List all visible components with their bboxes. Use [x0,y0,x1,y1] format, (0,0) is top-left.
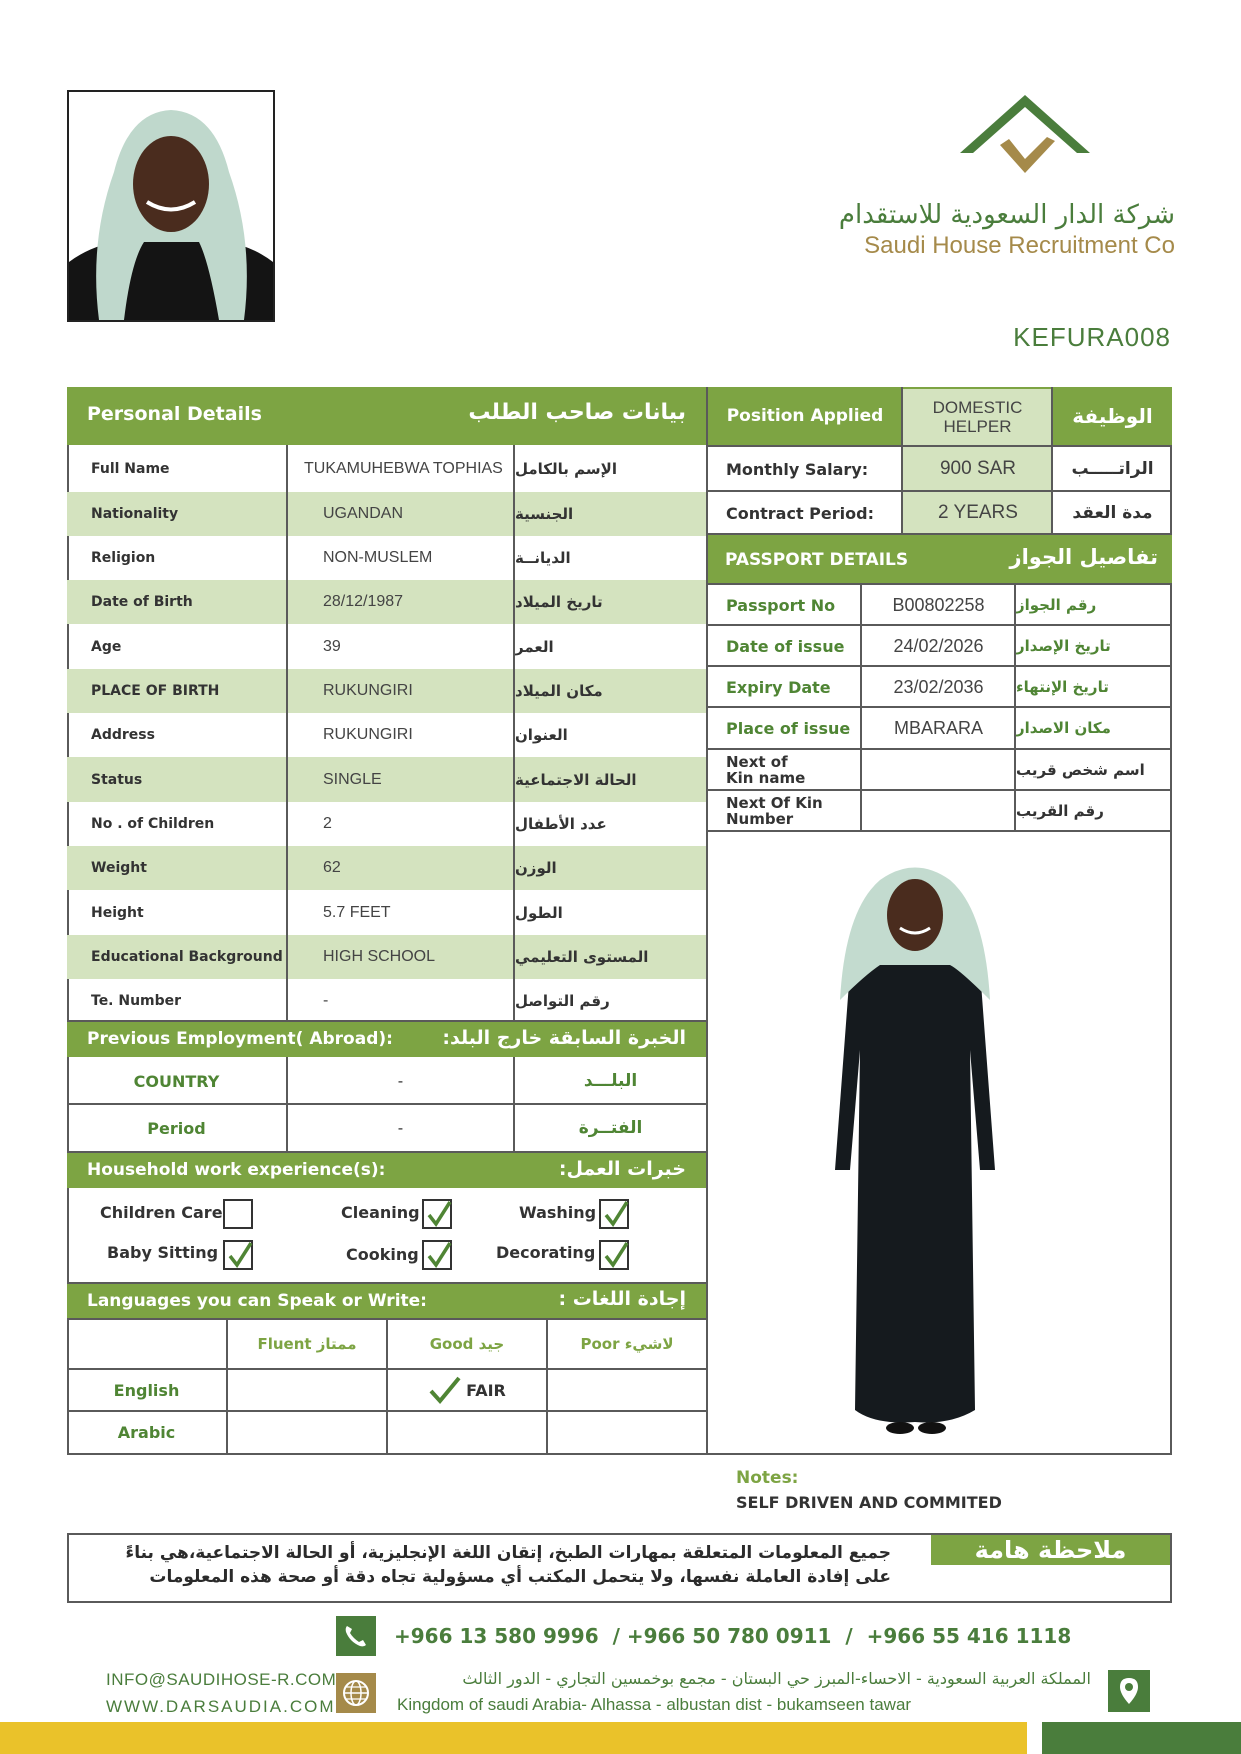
footer-bar-yellow [0,1722,1027,1754]
location-pin-icon [1108,1670,1150,1712]
company-name-ar: شركة الدار السعودية للاستقدام [838,200,1175,230]
divider [708,624,1172,626]
divider [708,789,1172,791]
languages-title-ar: إجادة اللغات : [558,1288,686,1310]
household-header [67,1153,706,1188]
passport-row-label-ar: تاريخ الإنتهاء [1016,678,1109,696]
position-applied-label-ar: الوظيفة [1072,404,1153,428]
next-of-kin-name-label-line2: Kin name [726,769,806,787]
personal-row-value: 62 [323,859,341,876]
notes-label: Notes: [736,1468,799,1488]
personal-row-label-ar: عدد الأطفال [515,815,607,833]
personal-row-label: Religion [91,550,156,566]
personal-row-label: Address [91,727,155,743]
full-body-photo [820,850,1010,1436]
skill-label: Washing [519,1203,597,1222]
personal-details-title-ar: بيانات صاحب الطلب [468,400,686,425]
passport-row-label: Date of issue [726,636,845,656]
divider [67,1103,706,1105]
next-of-kin-number-label-line1: Next Of Kin [726,794,823,812]
divider [901,387,903,534]
passport-row-label: Place of issue [726,718,851,738]
employment-period-label-ar: الفتــرة [578,1118,643,1138]
divider [1014,583,1016,831]
next-of-kin-number-label [708,791,861,831]
personal-row-value: UGANDAN [323,505,404,522]
personal-row-label: Height [91,904,144,921]
personal-row-label-ar: الديانــة [515,549,571,567]
english-level: FAIR [466,1380,506,1400]
passport-row-value: 24/02/2026 [893,635,984,656]
personal-row-label: Date of Birth [91,594,193,610]
skill-label: Cleaning [341,1203,420,1222]
divider [226,1318,228,1455]
phone-icon [336,1616,376,1656]
passport-details-title-ar: تفاصيل الجواز [1009,545,1158,569]
next-of-kin-number-label-ar: رقم القريب [1016,802,1104,820]
personal-row-label: Te. Number [91,992,182,1009]
passport-row-label: Expiry Date [726,677,831,697]
next-of-kin-number-value [862,791,1015,831]
company-logo [955,95,1095,185]
contract-period-value: 2 YEARS [903,492,1053,534]
check-icon [602,1239,630,1269]
personal-row-label: Full Name [91,461,170,477]
check-icon [425,1198,453,1228]
personal-row-label-ar: الجنسية [515,505,574,523]
personal-row-label-ar: الحالة الاجتماعية [515,770,637,789]
reference-code: KEFURA008 [1013,322,1171,352]
next-of-kin-name-label [708,750,861,790]
check-icon [425,1239,453,1269]
divider [860,583,862,831]
passport-photo [67,90,275,322]
contact-email[interactable]: INFO@SAUDIHOSE-R.COM [106,1670,337,1689]
position-applied-value: DOMESTIC HELPER [903,389,1052,445]
personal-row-value: NON-MUSLEM [323,549,433,566]
employment-country-label-ar: البلـــد [583,1071,638,1091]
skill-checkbox[interactable] [599,1199,629,1229]
languages-title-en: Languages you can Speak or Write: [87,1291,427,1311]
personal-row-value: 5.7 FEET [323,903,391,921]
personal-row-label-ar: العمر [515,637,554,656]
passport-row-value: B00802258 [892,594,985,615]
previous-employment-header [67,1022,706,1057]
personal-row-label-ar: الإسم بالكامل [515,460,617,478]
divider [708,445,1172,447]
skill-label: Baby Sitting [107,1243,219,1262]
passport-row-value: MBARARA [893,717,983,738]
skill-checkbox[interactable] [223,1240,253,1270]
monthly-salary-label-ar: الراتـــــب [1071,459,1154,479]
divider [708,706,1172,708]
personal-row-label-ar: المستوى التعليمي [515,948,649,966]
passport-row-label-ar: تاريخ الإصدار [1016,637,1111,655]
contract-period-label-ar: مدة العقد [1072,503,1153,523]
divider [708,748,1172,750]
personal-row-value: TUKAMUHEBWA TOPHIAS [304,460,503,477]
employment-country-value: - [397,1072,404,1090]
skill-checkbox[interactable] [422,1199,452,1229]
personal-row-value: SINGLE [323,770,382,788]
personal-row-value: RUKUNGIRI [323,682,413,699]
personal-row-value: HIGH SCHOOL [323,948,436,965]
personal-details-title-en: Personal Details [87,403,262,425]
divider [708,665,1172,667]
divider [708,583,1172,585]
lang-arabic: Arabic [117,1423,176,1442]
monthly-salary-value: 900 SAR [903,447,1053,491]
passport-details-title-en: PASSPORT DETAILS [725,550,909,570]
skill-label: Cooking [346,1245,419,1264]
skill-checkbox[interactable] [599,1240,629,1270]
divider [286,445,288,1022]
check-icon [428,1375,462,1405]
divider [546,1318,548,1455]
personal-row-value: 2 [323,815,332,832]
personal-row-value: 39 [323,637,341,655]
passport-row-label-ar: مكان الاصدار [1016,719,1111,737]
personal-row-label-ar: الطول [515,903,563,922]
skill-checkbox[interactable] [223,1199,253,1229]
monthly-salary-label: Monthly Salary: [726,459,869,479]
lang-english: English [113,1380,180,1400]
globe-icon [336,1673,376,1713]
next-of-kin-name-value [862,750,1015,790]
position-applied-label: Position Applied [726,406,884,426]
personal-row-value: 28/12/1987 [323,593,404,610]
notes-text: SELF DRIVEN AND COMMITED [736,1493,1002,1512]
contract-period-label: Contract Period: [726,503,874,523]
passport-details-header [708,535,1172,583]
personal-row-label: No . of Children [91,816,215,832]
previous-employment-title-en: Previous Employment( Abroad): [87,1029,393,1049]
personal-row-value: - [323,991,329,1009]
household-title-en: Household work experience(s): [87,1160,386,1180]
divider [706,387,708,1455]
lang-col-good: Good جيد [429,1335,505,1353]
personal-row-label-ar: العنوان [515,726,568,744]
personal-row-label-ar: الوزن [515,859,557,877]
personal-details-header [67,387,706,445]
address-ar: المملكة العربية السعودية - الاحساء-المبرز حي البستان - مجمع بوخمسين التجاري - الدور الثالث [462,1669,1091,1688]
employment-period-label: Period [147,1118,206,1138]
personal-row-label: Weight [91,860,147,876]
personal-row-label: Educational Background [91,949,283,965]
divider [1051,387,1053,534]
skill-label: Children Care [100,1203,223,1222]
household-title-ar: خبرات العمل: [558,1158,686,1180]
personal-row-label: PLACE OF BIRTH [91,683,220,699]
next-of-kin-name-label-line1: Next of [726,753,788,771]
personal-row-label-ar: رقم التواصل [515,991,610,1010]
next-of-kin-name-label-ar: اسم شخص قريب [1016,761,1145,779]
personal-row-label-ar: مكان الميلاد [515,682,603,700]
important-note-line1: جميع المعلومات المتعلقة بمهارات الطبخ، إتقان اللغة الإنجليزية، أو الحالة الاجتماعية،هي بناءً [125,1543,891,1563]
important-note-line2: على إفادة العاملة نفسها، ولا يتحمل المكتب أي مسؤولية تجاه دقة أو صحة هذه المعلومات [149,1567,891,1587]
divider [286,1057,288,1153]
contact-website[interactable]: WWW.DARSAUDIA.COM [106,1697,336,1716]
lang-col-poor: Poor لاشيء [580,1335,674,1353]
passport-row-value: 23/02/2036 [893,676,984,697]
divider [386,1318,388,1455]
footer-bar-green [1042,1722,1241,1754]
personal-row-value: RUKUNGIRI [323,726,413,743]
divider [708,490,1172,492]
employment-period-value: - [397,1119,404,1137]
personal-row-label: Nationality [91,506,179,522]
important-note-title: ملاحظة هامة [931,1535,1170,1565]
skill-label: Decorating [496,1243,596,1262]
check-icon [602,1198,630,1228]
personal-row-label-ar: تاريخ الميلاد [515,593,603,611]
passport-row-label: Passport No [726,595,836,615]
lang-col-fluent: Fluent ممتاز [257,1335,357,1353]
company-name-en: Saudi House Recruitment Co [864,232,1175,259]
divider [708,830,1172,832]
previous-employment-title-ar: الخبرة السابقة خارج البلد: [442,1027,686,1049]
personal-row-label: Status [91,771,143,788]
check-icon [226,1239,254,1269]
divider [513,445,515,1022]
personal-row-label: Age [91,638,122,655]
next-of-kin-number-label-line2: Number [726,810,794,828]
divider [708,533,1172,535]
passport-row-label-ar: رقم الجواز [1016,596,1097,614]
divider [513,1057,515,1153]
address-en: Kingdom of saudi Arabia- Alhassa - albustan dist - bukamseen tawar [397,1695,912,1714]
languages-header [67,1284,706,1318]
skill-checkbox[interactable] [422,1240,452,1270]
contact-phones[interactable]: +966 13 580 9996 / +966 50 780 0911 / +966 55 416 1118 [394,1624,1072,1648]
employment-country-label: COUNTRY [133,1071,220,1091]
english-good-cell [388,1370,546,1410]
